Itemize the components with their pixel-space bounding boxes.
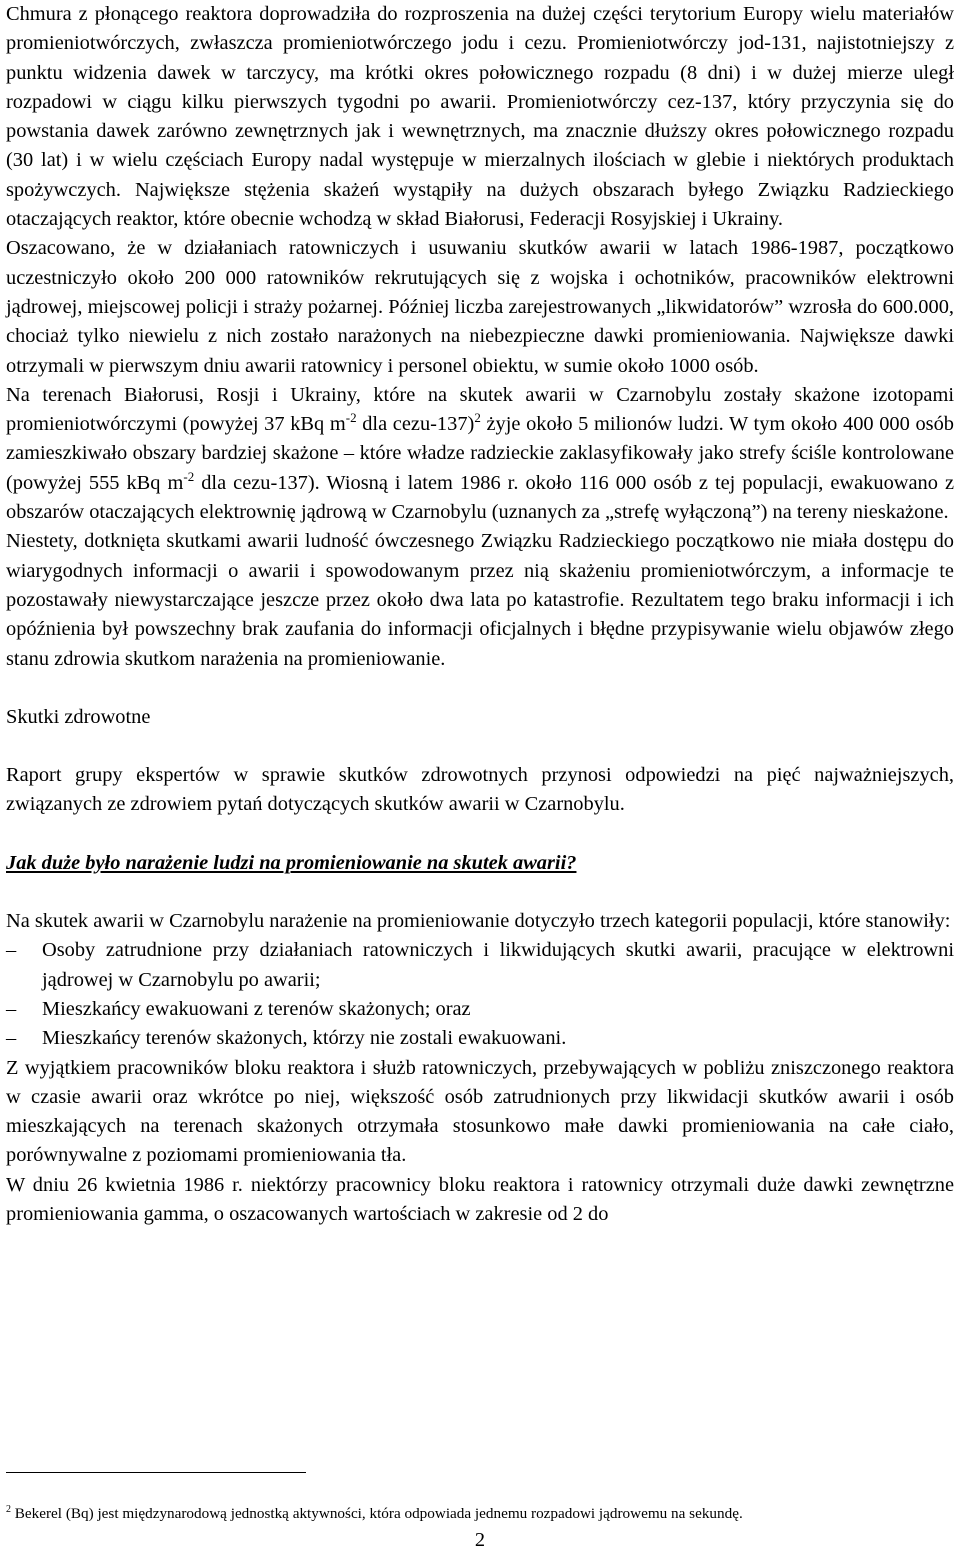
paragraph-expert-report: Raport grupy ekspertów w sprawie skutków zdrowotnych przynosi odpowiedzi na pięć najważniejszych, związanych ze zdrowiem pytań dotyczących skutków awarii w Czarnobylu. bbox=[6, 764, 954, 816]
text-segment: dla cezu-137). Wiosną i latem 1986 r. około 116 000 osób z tej populacji, ewakuowano z obszarów otaczających elektrownię jądrową w Czarnobylu (uznanych za „strefę wyłączoną”) na tereny nieskażone. bbox=[6, 471, 954, 524]
paragraph-low-doses: Z wyjątkiem pracowników bloku reaktora i służb ratowniczych, przebywających w pobliżu zniszczonego reaktora w czasie awarii oraz wkrótce po niej, większość osób zatrudnionych przy likwidacji skutków awarii i osób mieszkających na terenach skażonych otrzymała stosunkowo małe dawki promieniowania na całe ciało, porównywalne z poziomami promieniowania tła. bbox=[6, 1056, 954, 1167]
footnote-number: 2 bbox=[6, 1503, 11, 1515]
text-segment: żyje około 5 milionów ludzi. W tym około 400 000 osób zamieszkiwało obszary bardziej skażone – które władze radzieckie zaklasyfikowały jako strefy ściśle kontrolowane (powyżej 555 kBq m bbox=[6, 413, 954, 494]
paragraph-contaminated-areas bbox=[6, 381, 954, 527]
footnote-reference[interactable]: 2 bbox=[474, 410, 481, 426]
list-item bbox=[6, 1024, 954, 1053]
question-heading: Jak duże było narażenie ludzi na promieniowanie na skutek awarii? bbox=[6, 851, 577, 874]
paragraph-exposure-categories: Na skutek awarii w Czarnobylu narażenie na promieniowanie dotyczyło trzech kategorii populacji, które stanowiły: bbox=[6, 910, 951, 933]
list-item bbox=[6, 995, 954, 1024]
page-number: 2 bbox=[474, 1529, 486, 1551]
text-segment: Na terenach Białorusi, Rosji i Ukrainy, które na skutek awarii w Czarnobylu zostały skażone izotopami promieniotwórczymi (powyżej 37 kBq m bbox=[6, 383, 954, 436]
section-heading: Skutki zdrowotne bbox=[6, 705, 151, 728]
superscript-exponent: -2 bbox=[183, 468, 195, 484]
footnote bbox=[6, 1504, 954, 1524]
paragraph-april-26: W dniu 26 kwietnia 1986 r. niektórzy pracownicy bloku reaktora i ratownicy otrzymali duże dawki zewnętrzne promieniowania gamma, o oszacowanych wartościach w zakresie od 2 do bbox=[6, 1173, 954, 1225]
footnote-text: Bekerel (Bq) jest międzynarodową jednostką aktywności, która odpowiada jednemu rozpadowi jądrowemu na sekundę. bbox=[11, 1505, 743, 1522]
population-category-list bbox=[6, 936, 954, 1053]
list-item bbox=[6, 936, 954, 995]
text-segment: dla cezu-137) bbox=[356, 413, 475, 436]
dash-bullet-icon: – bbox=[6, 1027, 17, 1050]
list-item-text: Mieszkańcy ewakuowani z terenów skażonych; oraz bbox=[42, 997, 471, 1020]
dash-bullet-icon: – bbox=[6, 997, 17, 1020]
list-item-text: Osoby zatrudnione przy działaniach ratowniczych i likwidujących skutki awarii, pracujące w elektrowni jądrowej w Czarnobylu po awarii; bbox=[42, 939, 954, 991]
document-page bbox=[6, 0, 954, 1229]
paragraph-liquidators: Oszacowano, że w działaniach ratowniczych i usuwaniu skutków awarii w latach 1986-1987, początkowo uczestniczyło około 200 000 ratowników rekrutujących się z wojska i ochotników, pracowników elektrowni jądrowej, miejscowej policji i straży pożarnej. Później liczba zarejestrowanych „likwidatorów” wzrosła do 600.000, chociaż tylko niewielu z nich zostało narażonych na niebezpieczne dawki promieniowania. Największe dawki otrzymali w pierwszym dniu awarii ratownicy i personel obiektu, w sumie około 1000 osób. bbox=[6, 237, 954, 377]
footnote-divider bbox=[6, 1472, 306, 1473]
paragraph-cloud-dispersion: Chmura z płonącego reaktora doprowadziła do rozproszenia na dużej części terytorium Europy wielu materiałów promieniotwórczych, zwłaszcza promieniotwórczego jodu i cezu. Promieniotwórczy jod-131, najistotniejszy z punktu widzenia dawek w tarczycy, ma krótki okres połowicznego rozpadu (8 dni) i w dużej mierze uległ rozpadowi w ciągu kilku pierwszych tygodni po awarii. Promieniotwórczy cez-137, który przyczynia się do powstania dawek zarówno zewnętrznych jak i wewnętrznych, ma znacznie dłuższy okres połowicznego rozpadu (30 lat) i w wielu częściach Europy nadal występuje w mierzalnych ilościach w glebie i niektórych produktach spożywczych. Największe stężenia skażeń wystąpiły na dużych obszarach byłego Związku Radzieckiego otaczających reaktor, które obecnie wchodzą w skład Białorusi, Federacji Rosyjskiej i Ukrainy. bbox=[6, 3, 954, 231]
paragraph-information-lack: Niestety, dotknięta skutkami awarii ludność ówczesnego Związku Radzieckiego początkowo nie miała dostępu do wiarygodnych informacji o awarii i spowodowanym przez nią skażeniu promieniotwórczym, a informacje te pozostawały niewystarczające jeszcze przez około dwa lata po katastrofie. Rezultatem tego braku informacji i ich opóźnienia był powszechny brak zaufania do informacji oficjalnych i błędne przypisywanie wielu objawów złego stanu zdrowia skutkom narażenia na promieniowanie. bbox=[6, 530, 954, 670]
dash-bullet-icon: – bbox=[6, 939, 17, 962]
list-item-text: Mieszkańcy terenów skażonych, którzy nie zostali ewakuowani. bbox=[42, 1027, 567, 1050]
superscript-exponent: -2 bbox=[345, 410, 357, 426]
